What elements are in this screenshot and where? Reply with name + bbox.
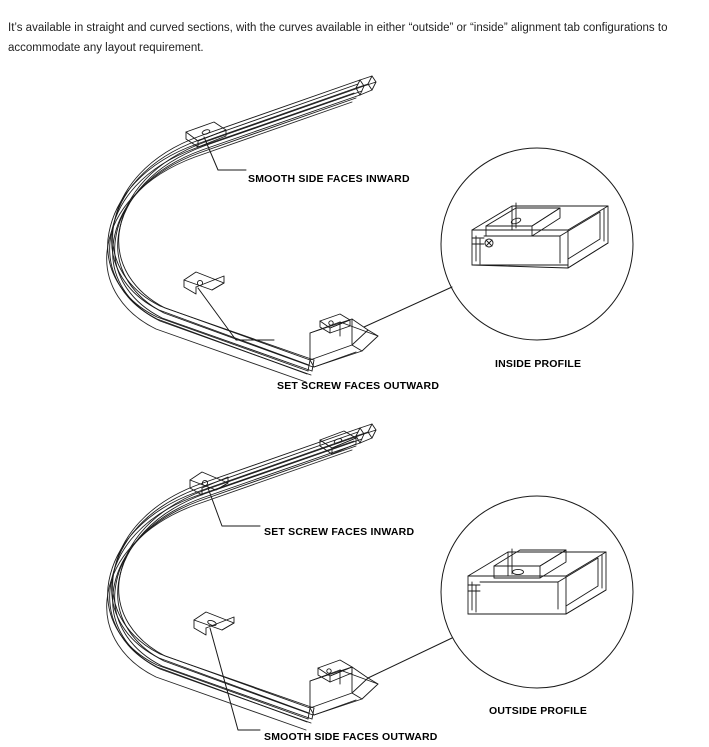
outside-profile-caption: OUTSIDE PROFILE [489,705,588,717]
callout-set-screw-faces-inward: SET SCREW FACES INWARD [264,526,415,538]
callout-smooth-side-faces-inward: SMOOTH SIDE FACES INWARD [248,173,410,185]
inside-alignment-drawing [0,40,709,380]
callout-set-screw-faces-outward: SET SCREW FACES OUTWARD [277,380,440,392]
outside-alignment-diagram [0,400,709,747]
outside-alignment-drawing [0,400,709,747]
callout-smooth-side-faces-outward: SMOOTH SIDE FACES OUTWARD [264,731,438,743]
intro-paragraph: It’s available in straight and curved sections, with the curves available in either “outside” or “inside” alignment tab configurations to accommodate any layout requirement. [8,21,668,54]
inside-profile-caption: INSIDE PROFILE [495,358,582,370]
inside-alignment-diagram [0,40,709,392]
